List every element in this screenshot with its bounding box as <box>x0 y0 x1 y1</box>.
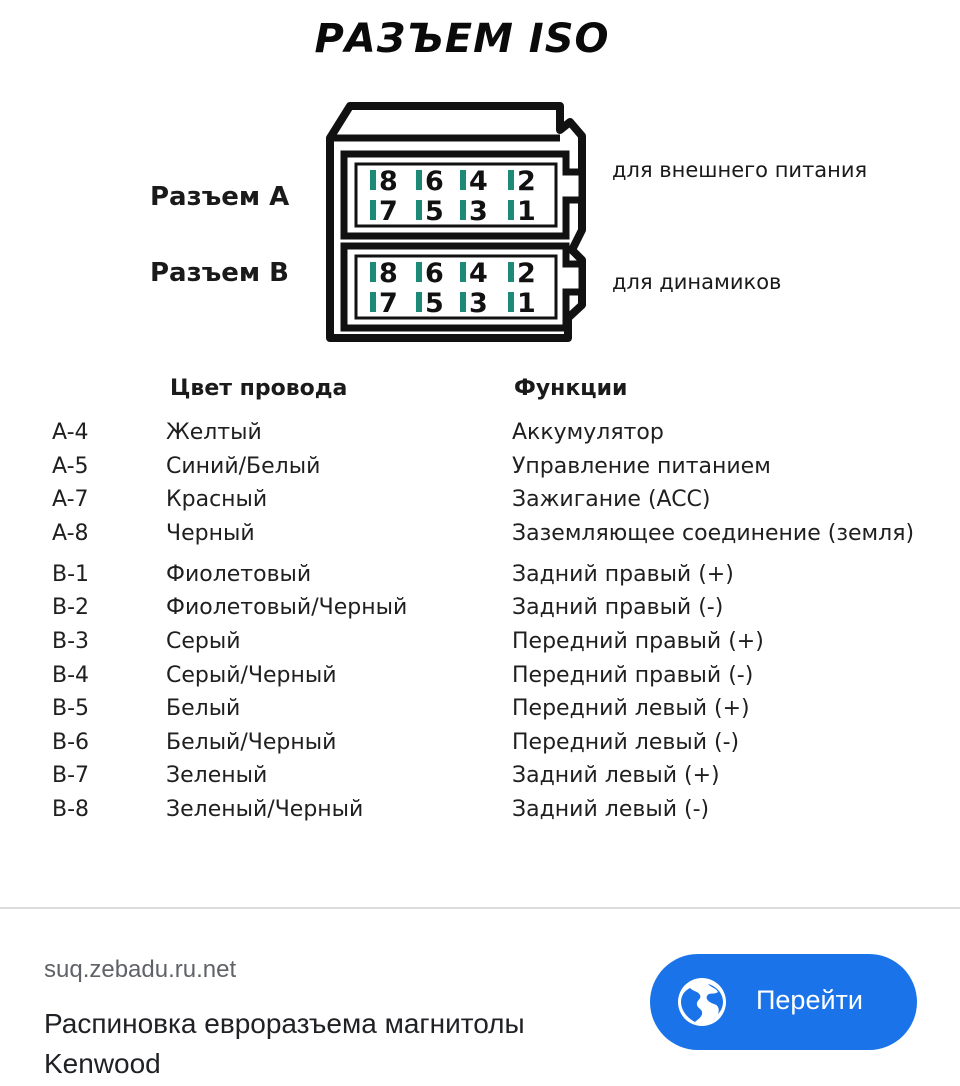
diagram-title: РАЗЪЕМ ISO <box>314 16 610 62</box>
result-caption[interactable]: Распиновка евроразъема магнитолы Kenwood <box>44 1008 525 1079</box>
divider <box>0 907 960 909</box>
pin-marker <box>416 292 422 312</box>
wire-color: Белый/Черный <box>166 730 337 755</box>
pin-id: B-3 <box>52 629 90 654</box>
wire-color: Белый <box>166 696 241 721</box>
column-header-wire-color: Цвет провода <box>170 376 348 401</box>
pin-id: A-8 <box>52 521 89 546</box>
pin-marker <box>460 200 466 220</box>
pin-function: Задний левый (-) <box>512 797 710 822</box>
pin-number: 3 <box>469 196 488 227</box>
pin-id: B-5 <box>52 696 90 721</box>
connector-a-note: для внешнего питания <box>612 158 868 182</box>
pin-marker <box>508 292 514 312</box>
wire-color: Черный <box>166 521 255 546</box>
pin-number: 8 <box>379 166 398 197</box>
pin-function: Передний левый (-) <box>512 730 740 755</box>
pin-marker <box>460 292 466 312</box>
pin-function: Передний левый (+) <box>512 696 750 721</box>
wire-color: Фиолетовый <box>166 562 312 587</box>
pin-function: Зажигание (ACC) <box>512 487 711 512</box>
table-row <box>0 562 960 592</box>
pin-marker <box>416 262 422 282</box>
connector-b-note: для динамиков <box>612 270 782 294</box>
wire-color: Желтый <box>166 420 262 445</box>
table-row <box>0 730 960 760</box>
pin-number: 8 <box>379 258 398 289</box>
table-row <box>0 487 960 517</box>
pin-number: 2 <box>517 258 536 289</box>
pin-marker <box>416 200 422 220</box>
pin-function: Аккумулятор <box>512 420 664 445</box>
pin-marker <box>508 262 514 282</box>
table-row <box>0 696 960 726</box>
go-button-label: Перейти <box>756 985 863 1015</box>
table-row <box>0 595 960 625</box>
wire-color: Фиолетовый/Черный <box>166 595 408 620</box>
pin-number: 7 <box>379 196 398 227</box>
table-row <box>0 629 960 659</box>
pin-function: Задний правый (-) <box>512 595 724 620</box>
pin-id: B-2 <box>52 595 90 620</box>
pin-number: 4 <box>469 258 488 289</box>
pin-id: A-4 <box>52 420 89 445</box>
wire-color: Серый/Черный <box>166 663 337 688</box>
pin-id: B-1 <box>52 562 90 587</box>
column-header-function: Функции <box>514 376 628 401</box>
pin-marker <box>508 200 514 220</box>
table-row <box>0 663 960 693</box>
pin-number: 5 <box>425 288 444 319</box>
connector-a-label: Разъем A <box>150 182 290 212</box>
pin-number: 5 <box>425 196 444 227</box>
pin-id: B-8 <box>52 797 90 822</box>
table-row <box>0 797 960 827</box>
pin-marker <box>370 292 376 312</box>
pin-number: 1 <box>517 288 536 319</box>
wire-color: Серый <box>166 629 241 654</box>
iso-connector-diagram <box>320 100 600 345</box>
pin-function: Передний правый (-) <box>512 663 754 688</box>
go-button[interactable] <box>650 954 917 1050</box>
pin-function: Передний правый (+) <box>512 629 764 654</box>
pin-function: Задний левый (+) <box>512 763 720 788</box>
connector-b-label: Разъем B <box>150 258 290 288</box>
pin-marker <box>370 200 376 220</box>
pin-marker <box>460 170 466 190</box>
pin-function: Управление питанием <box>512 454 771 479</box>
pin-id: A-5 <box>52 454 89 479</box>
pin-number: 7 <box>379 288 398 319</box>
pin-id: A-7 <box>52 487 89 512</box>
pin-id: B-4 <box>52 663 90 688</box>
pin-function: Заземляющее соединение (земля) <box>512 521 915 546</box>
pin-number: 6 <box>425 258 444 289</box>
pin-id: B-7 <box>52 763 90 788</box>
table-row <box>0 454 960 484</box>
table-row <box>0 521 960 551</box>
pin-marker <box>460 262 466 282</box>
wire-color: Красный <box>166 487 268 512</box>
source-domain[interactable]: suq.zebadu.ru.net <box>44 956 237 983</box>
pin-number: 1 <box>517 196 536 227</box>
pin-marker <box>416 170 422 190</box>
pin-marker <box>370 170 376 190</box>
wire-color: Синий/Белый <box>166 454 321 479</box>
pin-number: 4 <box>469 166 488 197</box>
table-row <box>0 420 960 450</box>
table-row <box>0 763 960 793</box>
globe-icon <box>676 976 728 1028</box>
wire-color: Зеленый <box>166 763 268 788</box>
pin-function: Задний правый (+) <box>512 562 734 587</box>
pin-number: 2 <box>517 166 536 197</box>
pin-number: 6 <box>425 166 444 197</box>
wire-color: Зеленый/Черный <box>166 797 364 822</box>
pin-marker <box>508 170 514 190</box>
pin-marker <box>370 262 376 282</box>
pin-number: 3 <box>469 288 488 319</box>
pin-id: B-6 <box>52 730 90 755</box>
